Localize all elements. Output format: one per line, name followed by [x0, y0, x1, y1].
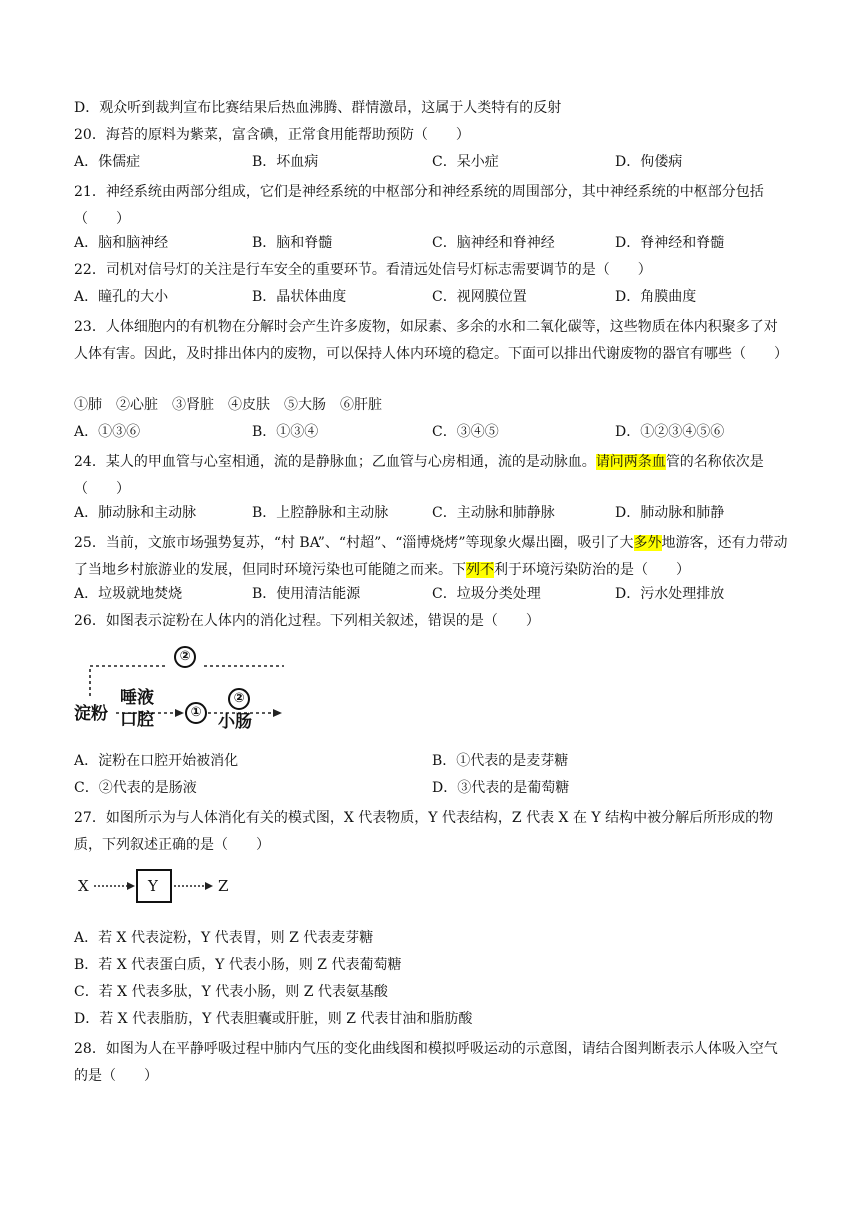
- q23-option-d: D．①②③④⑤⑥: [615, 424, 725, 440]
- q26-option-a: A．淀粉在口腔开始被消化: [74, 753, 239, 769]
- q22-stem: 22．司机对信号灯的关注是行车安全的重要环节。看清远处信号灯标志需要调节的是（ ）: [74, 262, 652, 278]
- q25-stem-text-1: 25．当前，文旅市场强势复苏，“村 BA”、“村超”、“淄博烧烤”等现象火爆出圈，吸引了大: [74, 535, 634, 551]
- q25-option-d: D．污水处理排放: [615, 586, 725, 602]
- q24-highlight: 请问两条血: [595, 454, 666, 470]
- q24-option-d: D．肺动脉和肺静: [615, 505, 725, 521]
- circled-1: ①: [185, 702, 207, 724]
- q20-option-c: C．呆小症: [432, 154, 499, 170]
- q24-stem: [74, 449, 790, 503]
- q23-option-c: C．③④⑤: [432, 424, 499, 440]
- q22-option-c: C．视网膜位置: [432, 289, 527, 305]
- x-label: X: [78, 877, 89, 895]
- q23-option-a: A．①③⑥: [74, 424, 141, 440]
- q22-option-a: A．瞳孔的大小: [74, 289, 169, 305]
- q19-option-d: D．观众听到裁判宣布比赛结果后热血沸腾、群情激昂，这属于人类特有的反射: [74, 100, 562, 116]
- arrowhead-2: [273, 709, 282, 717]
- q25-highlight-2: 列不: [466, 562, 494, 578]
- q21-option-d: D．脊神经和脊髓: [615, 235, 725, 251]
- q21-stem: 21．神经系统由两部分组成，它们是神经系统的中枢部分和神经系统的周围部分，其中神经系统的中枢部分包括（ ）: [74, 184, 764, 227]
- q27-option-b: B．若 X 代表蛋白质，Y 代表小肠，则 Z 代表葡萄糖: [74, 957, 402, 973]
- q23-stem: 23．人体细胞内的有机物在分解时会产生许多废物，如尿素、多余的水和二氧化碳等，这些物质在体内积聚多了对人体有害。因此，及时排出体内的废物，可以保持人体内环境的稳定。下面可以排出代谢废物的器官有哪些（ ）: [74, 319, 788, 362]
- starch-digestion-figure: [74, 644, 288, 732]
- q25-stem-text-2: 地游客，还有力带动了当地乡村旅游业的发展，但同时环境污染也可能随之而来。下: [74, 535, 788, 578]
- arrowhead-y-to-z: [205, 882, 213, 890]
- q20-option-a: A．侏儒症: [74, 154, 141, 170]
- q26-option-c: C．②代表的是肠液: [74, 780, 197, 796]
- q24-stem-text-1: 24．某人的甲血管与心室相通，流的是静脉血；乙血管与心房相通，流的是动脉血。: [74, 454, 596, 470]
- q27-stem: 27．如图所示为与人体消化有关的模式图，X 代表物质，Y 代表结构，Z 代表 X 在 Y 结构中被分解后所形成的物质，下列叙述正确的是（ ）: [74, 810, 774, 853]
- xyz-model-figure: [74, 866, 244, 910]
- arrowhead-1: [175, 709, 184, 717]
- y-label: Y: [148, 877, 158, 895]
- small-intestine-label: 小肠: [218, 712, 252, 732]
- q24-stem-text-2: 管的名称依次是（ ）: [74, 454, 764, 497]
- q22-option-b: B．晶状体曲度: [252, 289, 347, 305]
- q26-stem: 26．如图表示淀粉在人体内的消化过程。下列相关叙述，错误的是（ ）: [74, 613, 540, 629]
- circled-2-top: ②: [174, 646, 196, 668]
- q25-option-a: A．垃圾就地焚烧: [74, 586, 183, 602]
- q20-stem: 20．海苔的原料为紫菜，富含碘，正常食用能帮助预防（ ）: [74, 127, 470, 143]
- q23-organ-list: ①肺 ②心脏 ③肾脏 ④皮肤 ⑤大肠 ⑥肝脏: [74, 397, 382, 413]
- mouth-label: 口腔: [120, 710, 154, 730]
- circled-2-mid: ②: [228, 688, 250, 710]
- q28-stem: 28．如图为人在平静呼吸过程中肺内气压的变化曲线图和模拟呼吸运动的示意图，请结合图判断表示人体吸入空气的是（ ）: [74, 1041, 778, 1084]
- arrowhead-x-to-y: [127, 882, 135, 890]
- q21-option-c: C．脑神经和脊神经: [432, 235, 555, 251]
- q25-highlight-1: 多外: [633, 535, 662, 551]
- q24-option-b: B．上腔静脉和主动脉: [252, 505, 389, 521]
- q21-option-a: A．脑和脑神经: [74, 235, 169, 251]
- q25-stem: [74, 530, 790, 584]
- q20-option-b: B．坏血病: [252, 154, 319, 170]
- q25-option-b: B．使用清洁能源: [252, 586, 361, 602]
- q26-option-d: D．③代表的是葡萄糖: [432, 780, 570, 796]
- q22-option-d: D．角膜曲度: [615, 289, 697, 305]
- q24-option-c: C．主动脉和肺静脉: [432, 505, 555, 521]
- q23-option-b: B．①③④: [252, 424, 319, 440]
- q20-option-d: D．佝偻病: [615, 154, 683, 170]
- starch-label: 淀粉: [74, 704, 108, 724]
- q27-option-d: D．若 X 代表脂肪，Y 代表胆囊或肝脏，则 Z 代表甘油和脂肪酸: [74, 1011, 473, 1027]
- saliva-label: 唾液: [120, 688, 154, 708]
- q26-option-b: B．①代表的是麦芽糖: [432, 753, 569, 769]
- q27-option-a: A．若 X 代表淀粉，Y 代表胃，则 Z 代表麦芽糖: [74, 930, 374, 946]
- q27-option-c: C．若 X 代表多肽，Y 代表小肠，则 Z 代表氨基酸: [74, 984, 388, 1000]
- q25-stem-text-3: 利于环境污染防治的是（ ）: [494, 562, 690, 578]
- q24-option-a: A．肺动脉和主动脉: [74, 505, 197, 521]
- q21-option-b: B．脑和脊髓: [252, 235, 333, 251]
- z-label: Z: [218, 877, 229, 895]
- q25-option-c: C．垃圾分类处理: [432, 586, 541, 602]
